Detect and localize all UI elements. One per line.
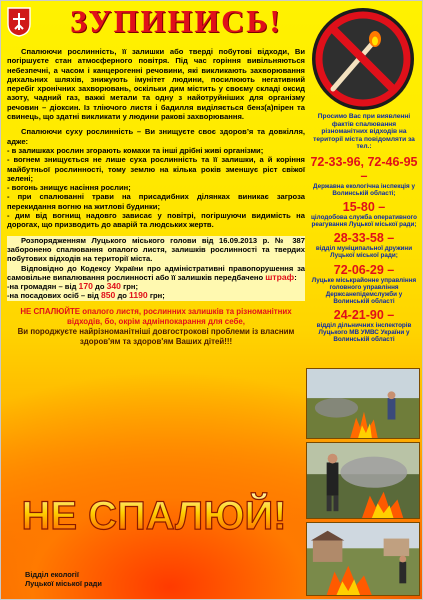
bullet-item: - дим від вогнищ надовго зависає у повітрі, погіршуючи видимість на дорогах, що призводить до аварій та людських жертв. <box>7 211 305 230</box>
contact-org: Державна екологічна інспекція у Волинській області; <box>313 182 415 198</box>
contact-item <box>308 308 420 343</box>
bullet-item: - в залишках рослин згорають комахи та інші дрібні живі організми; <box>7 145 264 155</box>
contact-org: Луцьке міськрайонне управління головного управління Держсанепідемслужби у Волинській області <box>311 276 417 305</box>
main-text <box>7 47 305 348</box>
report-request: Просимо Вас при виявленні фактів спалювання різноманітних відходів на території міста повідомляти за тел.: <box>313 113 415 151</box>
photo-fire-near-houses <box>306 522 420 596</box>
department-name: Відділ екології Луцької міської ради <box>25 570 102 588</box>
fine-citizens: -на громадян – від 170 до 340 грн; <box>7 282 305 291</box>
phone-number: 72-33-96, 72-46-95 – <box>310 154 418 183</box>
kodex-text: Відповідно до Кодексу України про адміністративні правопорушення за самовільне випалювання рослинності або її залишків передбачено <box>7 263 305 282</box>
consequences-lead: Спалюючи суху рослинність – Ви знищуєте своє здоров’я та довкілля, адже: <box>7 127 305 146</box>
bullet-item: - при спалюванні трави на присадибних ділянках виникає загроза перекидання вогню на житлові будинки; <box>7 192 305 211</box>
fine-paragraph: Відповідно до Кодексу України про адміністративні правопорушення за самовільне випалювання рослинності або її залишків передбачено штраф: <box>7 263 305 282</box>
phone-number: 15-80 – <box>342 200 386 215</box>
contact-item <box>308 200 420 228</box>
contact-org: цілодобова служба оперативного реагування Луцької міської ради; <box>311 214 417 229</box>
photo-burning-grass <box>306 368 420 439</box>
intro-paragraph: Спалюючи рослинність, її залишки або тверді побутові відходи, Ви погіршуєте стан атмосферного повітря. Під час горіння вивільняються небезпечні, а часом і канцерогенні речовини, які викликають захворювання дихальних шляхів, знижують імунітет людини, посилюють негативний перебіг хронічних захворювань, оскільки дим містить у своєму складі оксид азоту, чадний газ, важкі метали та одну з найотруйніших для організму речовин – діоксин. Із тліючого листя і бадилля виділяється бенз(а)пірен та свинець, що здатні викликати у людини ракові захворювання. <box>7 47 305 122</box>
decree-paragraph: Розпорядженням Луцького міського голови від 16.09.2013 р. № 387 заборонено спалювання опалого листя, залишків рослинності та твердих побутових відходів на території міста. <box>7 235 305 264</box>
slogan-fire-letters <box>3 487 305 537</box>
contacts-panel <box>308 113 420 346</box>
contact-item <box>308 263 420 305</box>
no-burning-match-icon <box>309 5 417 113</box>
department-signature <box>25 570 102 588</box>
photo-man-burning-leaves <box>306 442 420 519</box>
contact-item <box>308 231 420 259</box>
fine-citizens-from: 170 <box>78 281 93 292</box>
bullet-item: - вогнем знищується не лише суха рослинність та її залишки, а й коріння майбутньої рослинності, тому землю на кілька років зменшує ріст свіжої зелені; <box>7 155 305 183</box>
phone-number: 72-06-29 – <box>333 262 395 277</box>
contact-item <box>308 155 420 197</box>
fine-officials: -на посадових осіб – від 850 до 1190 грн; <box>7 291 305 300</box>
phone-number: 24-21-90 – <box>333 307 395 322</box>
contact-org: відділ муніципальної дружини Луцької міської ради; <box>315 245 413 260</box>
contact-org: відділ дільничних інспекторів Луцького МВ УМВС України у Волинській області <box>316 321 412 344</box>
bullet-item: - вогонь знищує насіння рослин; <box>7 183 131 193</box>
fine-officials-from: 850 <box>100 290 116 301</box>
fine-officials-to: 1190 <box>129 290 148 301</box>
fine-citizens-to: 340 <box>106 281 121 292</box>
phone-number: 28-33-58 – <box>333 231 395 246</box>
fine-word: штраф <box>265 271 295 282</box>
lutsk-coat-of-arms-icon <box>7 7 31 37</box>
page-title: ЗУПИНИСЬ! <box>69 3 283 39</box>
slogan-text: НЕ СПАЛЮЙ! <box>21 494 287 537</box>
warning-red-text: НЕ СПАЛЮЙТЕ опалого листя, рослинних залишків та різноманітних відходів, бо, окрім адмінпокарання для себе, <box>20 306 292 326</box>
warning-health-text: Ви породжуєте найрізноманітніші довгострокові проблеми із власним здоров'ям та здоров'ям Ваших дітей!!! <box>17 327 295 347</box>
